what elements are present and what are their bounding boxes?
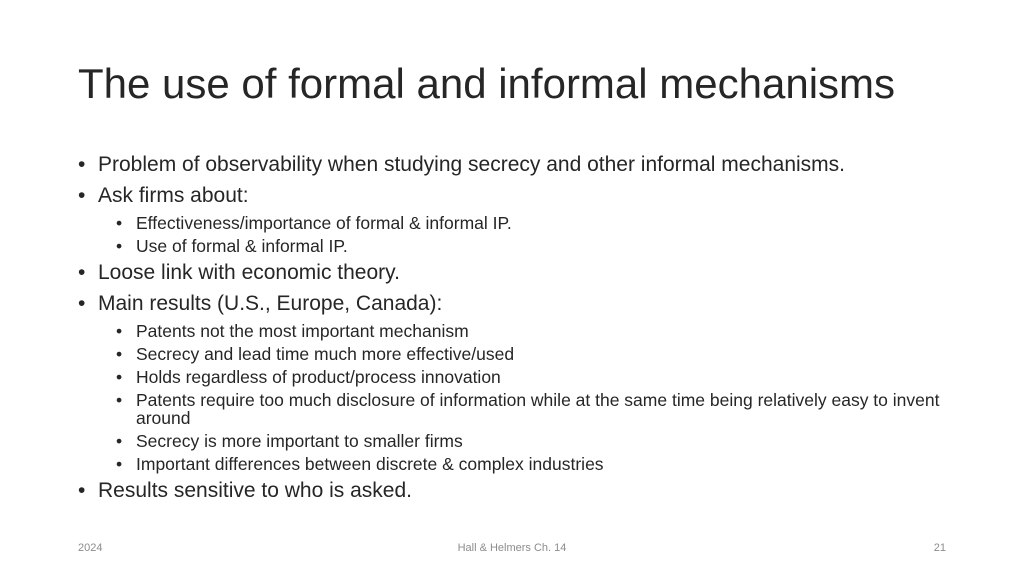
bullet-icon: • (78, 292, 86, 315)
bullet-item (78, 152, 958, 178)
bullet-item (78, 478, 958, 504)
bullet-icon: • (78, 153, 86, 176)
sub-bullet-text: Secrecy and lead time much more effective/used (136, 344, 515, 364)
sub-bullet-item (116, 368, 958, 386)
sub-bullet-item (116, 432, 958, 450)
sub-bullet-text: Effectiveness/importance of formal & informal IP. (136, 213, 512, 233)
footer-date: 2024 (78, 542, 103, 554)
bullet-text: Ask firms about: (98, 184, 249, 207)
bullet-text: Main results (U.S., Europe, Canada): (98, 292, 443, 315)
sub-bullet-list (98, 214, 958, 255)
bullet-item (78, 183, 958, 255)
sub-bullet-item (116, 455, 958, 473)
bullet-item (78, 291, 958, 473)
bullet-icon: • (116, 213, 123, 233)
sub-bullet-item (116, 214, 958, 232)
bullet-icon: • (116, 367, 123, 387)
sub-bullet-item (116, 345, 958, 363)
bullet-icon: • (116, 431, 123, 451)
footer-source: Hall & Helmers Ch. 14 (457, 542, 567, 554)
bullet-item (78, 260, 958, 286)
footer-page-number: 21 (933, 542, 946, 554)
bullet-icon: • (78, 184, 86, 207)
sub-bullet-text: Important differences between discrete & complex industries (136, 454, 604, 474)
bullet-icon: • (116, 454, 123, 474)
sub-bullet-item (116, 237, 958, 255)
bullet-icon: • (78, 479, 86, 502)
bullet-text: Loose link with economic theory. (98, 261, 400, 284)
bullet-text: Results sensitive to who is asked. (98, 479, 412, 502)
bullet-text: Problem of observability when studying secrecy and other informal mechanisms. (98, 153, 846, 176)
sub-bullet-text: Secrecy is more important to smaller firms (136, 431, 463, 451)
bullet-icon: • (78, 261, 86, 284)
sub-bullet-text: Patents require too much disclosure of information while at the same time being relatively easy to invent around (136, 390, 940, 428)
bullet-icon: • (116, 236, 123, 256)
bullet-icon: • (116, 344, 123, 364)
bullet-icon: • (116, 321, 123, 341)
sub-bullet-item (116, 391, 958, 427)
bullet-icon: • (116, 390, 123, 410)
sub-bullet-text: Holds regardless of product/process innovation (136, 367, 501, 387)
bullet-list (78, 152, 958, 504)
sub-bullet-text: Use of formal & informal IP. (136, 236, 348, 256)
slide-title: The use of formal and informal mechanisms (78, 60, 896, 107)
sub-bullet-list (98, 322, 958, 473)
sub-bullet-text: Patents not the most important mechanism (136, 321, 469, 341)
sub-bullet-item (116, 322, 958, 340)
